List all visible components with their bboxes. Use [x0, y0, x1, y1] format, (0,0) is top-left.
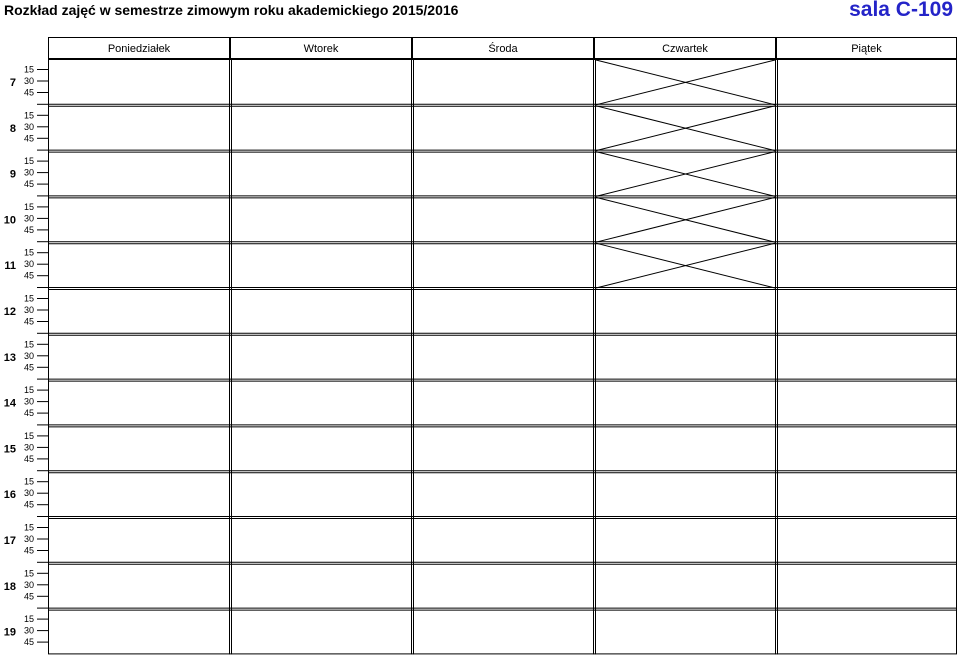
minute-label: 45: [23, 362, 34, 373]
minute-label: 45: [23, 499, 34, 510]
minute-label: 15: [23, 110, 34, 121]
minute-label: 45: [23, 179, 34, 190]
day-header-3: Środa: [488, 43, 518, 55]
minute-label: 15: [23, 568, 34, 579]
minute-label: 45: [23, 591, 34, 602]
hour-label-8: 8: [9, 122, 16, 135]
hour-label-11: 11: [4, 260, 16, 273]
document-title: Rozkład zajęć w semestrze zimowym roku akademickiego 2015/2016: [4, 2, 459, 18]
minute-label: 30: [23, 579, 34, 590]
hour-label-19: 19: [3, 626, 16, 639]
day-header-1: Poniedziałek: [107, 43, 171, 55]
minute-label: 30: [23, 121, 34, 132]
hour-label-13: 13: [3, 351, 16, 364]
hour-label-12: 12: [3, 306, 16, 318]
minute-label: 45: [23, 87, 34, 98]
hour-label-14: 14: [3, 397, 16, 410]
minute-label: 15: [23, 430, 34, 441]
minute-label: 45: [23, 316, 34, 327]
day-header-4: Czwartek: [662, 43, 708, 55]
hour-label-15: 15: [3, 443, 16, 456]
hour-label-17: 17: [3, 535, 16, 547]
day-header-5: Piątek: [851, 43, 882, 55]
hour-label-16: 16: [3, 489, 16, 502]
minute-label: 30: [23, 305, 34, 315]
minute-label: 45: [23, 453, 34, 464]
minute-label: 30: [23, 396, 34, 407]
minute-label: 30: [23, 167, 34, 178]
minute-label: 30: [23, 534, 34, 544]
minute-label: 45: [23, 270, 34, 281]
minute-label: 30: [23, 625, 34, 636]
minute-label: 15: [23, 522, 34, 533]
minute-label: 30: [23, 76, 34, 86]
minute-label: 30: [23, 488, 34, 499]
minute-label: 45: [23, 637, 34, 648]
day-header-2: Wtorek: [303, 43, 339, 55]
hour-label-9: 9: [9, 168, 16, 181]
minute-label: 15: [23, 385, 34, 396]
minute-label: 15: [23, 293, 34, 304]
hour-label-10: 10: [3, 214, 16, 227]
minute-label: 30: [23, 350, 34, 361]
minute-label: 30: [23, 259, 34, 270]
minute-label: 30: [23, 213, 34, 224]
minute-label: 15: [23, 156, 34, 167]
minute-label: 15: [23, 339, 34, 350]
minute-label: 15: [23, 64, 34, 75]
minute-label: 15: [23, 476, 34, 487]
minute-label: 45: [23, 133, 34, 144]
minute-label: 45: [23, 545, 34, 556]
minute-label: 15: [23, 614, 34, 625]
minute-label: 15: [23, 201, 34, 212]
room-label: sala C-109: [849, 0, 953, 21]
minute-label: 45: [23, 224, 34, 235]
minute-label: 30: [23, 442, 34, 453]
minute-label: 45: [23, 408, 34, 419]
hour-label-18: 18: [3, 580, 16, 593]
minute-label: 15: [23, 247, 34, 258]
hour-label-7: 7: [9, 77, 16, 89]
